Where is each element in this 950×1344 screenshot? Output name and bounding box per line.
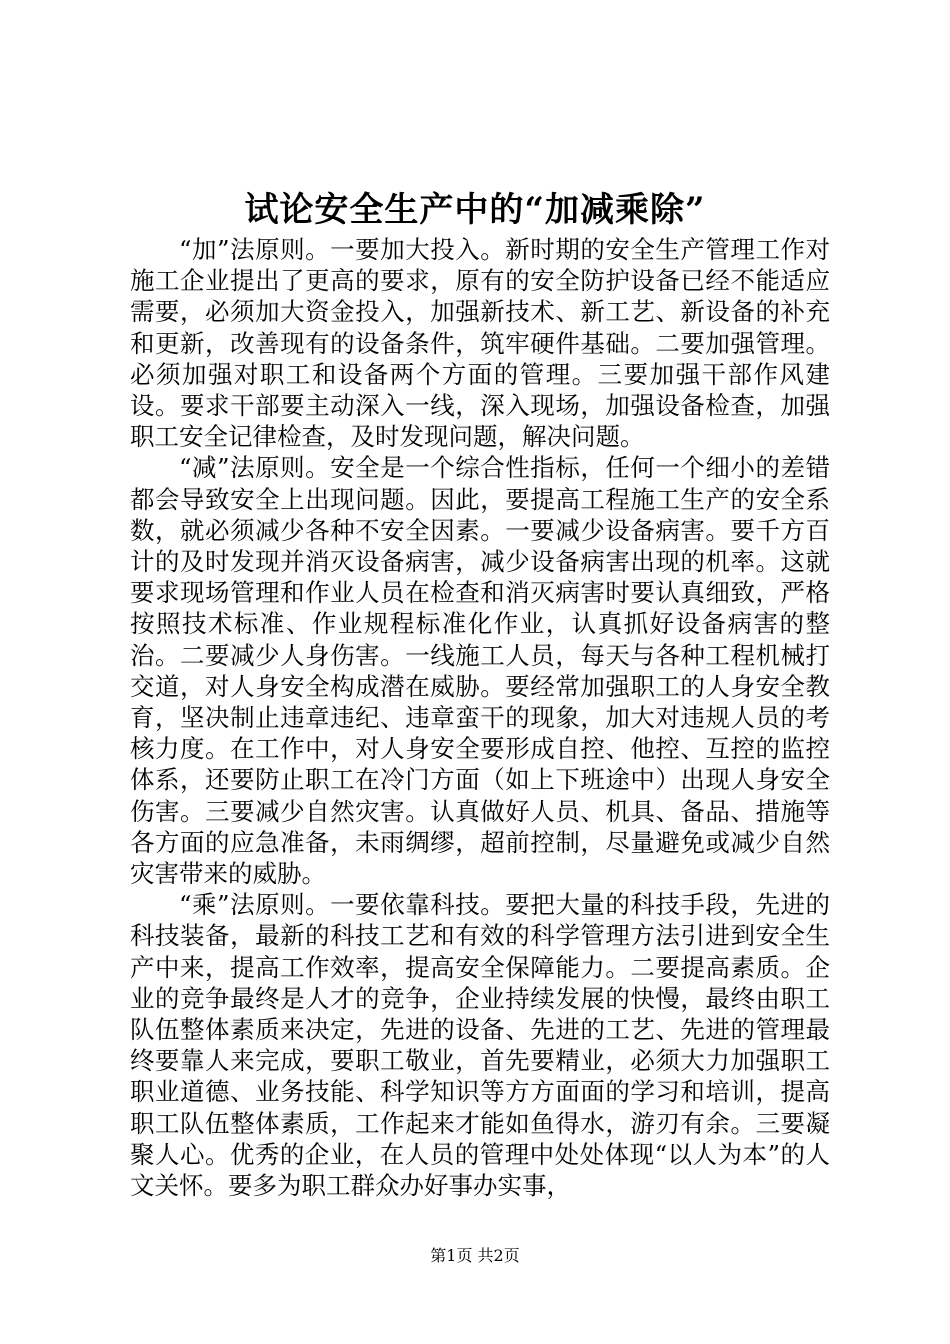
document-body bbox=[130, 234, 830, 1201]
paragraph-multiplication: “乘”法原则。一要依靠科技。要把大量的科技手段，先进的科技装备，最新的科技工艺和有效的科学管理方法引进到安全生产中来，提高工作效率，提高安全保障能力。二要提高素质。企业的竞争最终是人才的竞争，企业持续发展的快慢，最终由职工队伍整体素质来决定，先进的设备、先进的工艺、先进的管理最终要靠人来完成，要职工敬业，首先要精业，必须大力加强职工职业道德、业务技能、科学知识等方方面面的学习和培训，提高职工队伍整体素质，工作起来才能如鱼得水，游刃有余。三要凝聚人心。优秀的企业，在人员的管理中处处体现“以人为本”的人文关怀。要多为职工群众办好事办实事， bbox=[130, 890, 830, 1201]
paragraph-subtraction: “减”法原则。安全是一个综合性指标，任何一个细小的差错都会导致安全上出现问题。因此，要提高工程施工生产的安全系数，就必须减少各种不安全因素。一要减少设备病害。要千方百计的及时发现并消灭设备病害，减少设备病害出现的机率。这就要求现场管理和作业人员在检查和消灭病害时要认真细致，严格按照技术标准、作业规程标准化作业，认真抓好设备病害的整治。二要减少人身伤害。一线施工人员，每天与各种工程机械打交道，对人身安全构成潜在威胁。要经常加强职工的人身安全教育，坚决制止违章违纪、违章蛮干的现象，加大对违规人员的考核力度。在工作中，对人身安全要形成自控、他控、互控的监控体系，还要防止职工在冷门方面（如上下班途中）出现人身安全伤害。三要减少自然灾害。认真做好人员、机具、备品、措施等各方面的应急准备，未雨绸缪，超前控制，尽量避免或减少自然灾害带来的威胁。 bbox=[130, 453, 830, 889]
page-footer: 第1页 共2页 bbox=[430, 1246, 520, 1265]
document-title: 试论安全生产中的“加减乘除” bbox=[244, 190, 706, 230]
paragraph-addition: “加”法原则。一要加大投入。新时期的安全生产管理工作对施工企业提出了更高的要求，原有的安全防护设备已经不能适应需要，必须加大资金投入，加强新技术、新工艺、新设备的补充和更新，改善现有的设备条件，筑牢硬件基础。二要加强管理。必须加强对职工和设备两个方面的管理。三要加强干部作风建设。要求干部要主动深入一线，深入现场，加强设备检查，加强职工安全记律检查，及时发现问题，解决问题。 bbox=[130, 235, 830, 452]
